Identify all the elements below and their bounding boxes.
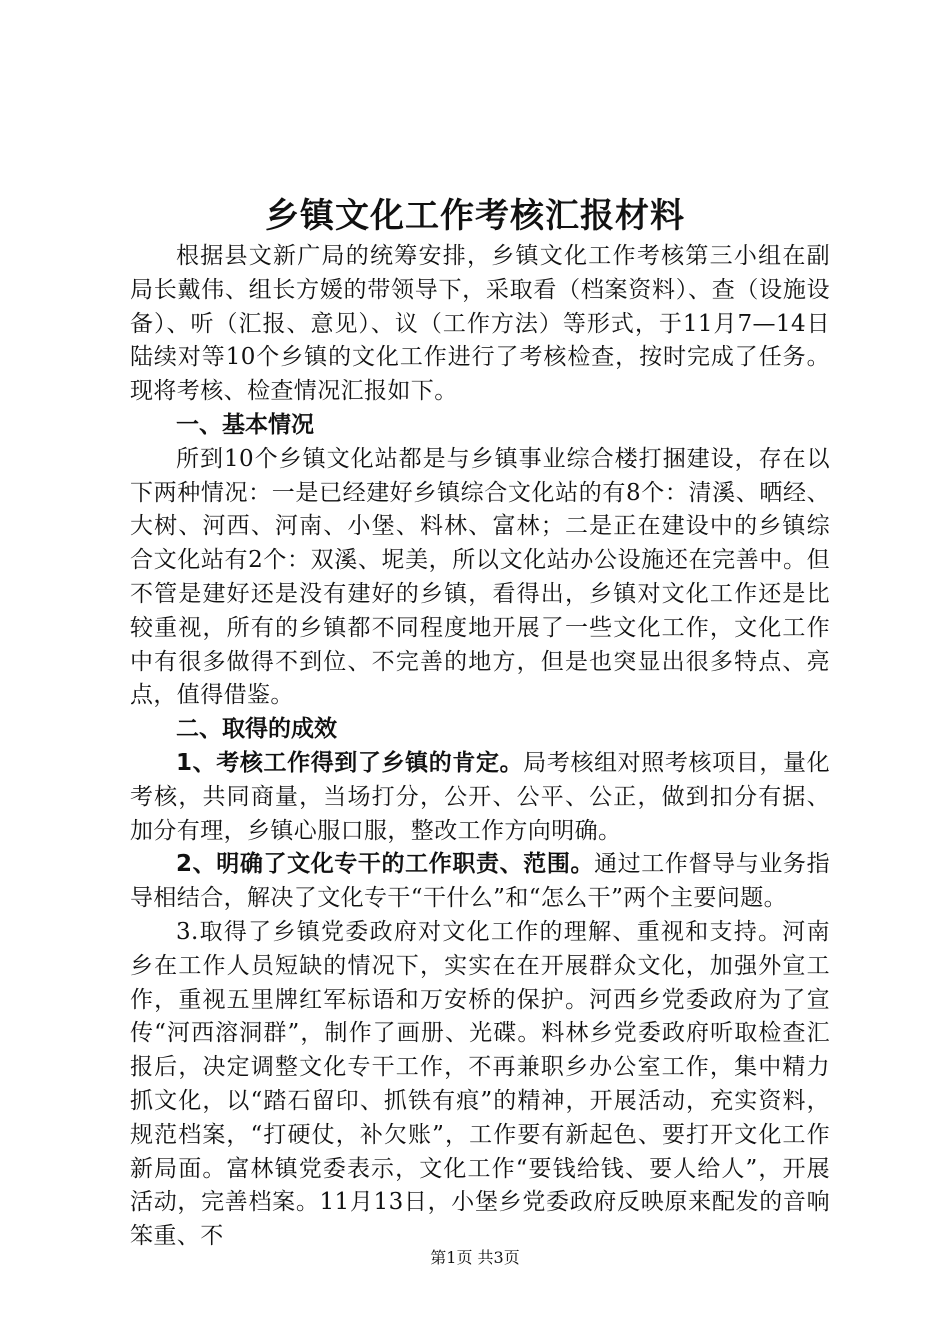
document-body	[130, 240, 830, 1254]
achievement-item-3: 3.取得了乡镇党委政府对文化工作的理解、重视和支持。河南乡在工作人员短缺的情况下，实实在在开展群众文化，加强外宣工作，重视五里牌红军标语和万安桥的保护。河西乡党委政府为了宣传“河西溶洞群”，制作了画册、光碟。料林乡党委政府听取检查汇报后，决定调整文化专干工作，不再兼职乡办公室工作，集中精力抓文化，以“踏石留印、抓铁有痕”的精神，开展活动，充实资料，规范档案，“打硬仗，补欠账”，工作要有新起色、要打开文化工作新局面。富林镇党委表示，文化工作“要钱给钱、要人给人”，开展活动，完善档案。11月13日，小堡乡党委政府反映原来配发的音响笨重、不	[130, 918, 830, 1250]
section-heading-achievements: 二、取得的成效	[176, 716, 337, 743]
intro-paragraph: 根据县文新广局的统筹安排，乡镇文化工作考核第三小组在副局长戴伟、组长方媛的带领导下，采取看（档案资料）、查（设施设备）、听（汇报、意见）、议（工作方法）等形式，于11月7—14日陆续对等10个乡镇的文化工作进行了考核检查，按时完成了任务。现将考核、检查情况汇报如下。	[130, 243, 830, 405]
achievement-item-1-text: 局考核组对照考核项目，量化考核，共同商量，当场打分，公开、公平、公正，做到扣分有据、加分有理，乡镇心服口服，整改工作方向明确。	[130, 749, 830, 844]
achievement-item-2-lead: 2、明确了文化专干的工作职责、范围。	[176, 851, 595, 878]
achievement-item-1-lead: 1、考核工作得到了乡镇的肯定。	[176, 749, 524, 776]
achievement-item-2-text: 通过工作督导与业务指导相结合，解决了文化专干“干什么”和“怎么干”两个主要问题。	[130, 851, 830, 912]
page-footer: 第1页 共3页	[430, 1248, 520, 1267]
achievement-item-2	[130, 848, 830, 916]
basic-situation-paragraph: 所到10个乡镇文化站都是与乡镇事业综合楼打捆建设，存在以下两种情况：一是已经建好乡镇综合文化站的有8个：清溪、晒经、大树、河西、河南、小堡、料林、富林；二是正在建设中的乡镇综合文化站有2个：双溪、坭美，所以文化站办公设施还在完善中。但不管是建好还是没有建好的乡镇，看得出，乡镇对文化工作还是比较重视，所有的乡镇都不同程度地开展了一些文化工作，文化工作中有很多做得不到位、不完善的地方，但是也突显出很多特点、亮点，值得借鉴。	[130, 445, 830, 709]
achievement-item-1	[130, 747, 830, 848]
section-heading-basic-situation: 一、基本情况	[176, 411, 314, 438]
document-title: 乡镇文化工作考核汇报材料	[265, 196, 685, 236]
